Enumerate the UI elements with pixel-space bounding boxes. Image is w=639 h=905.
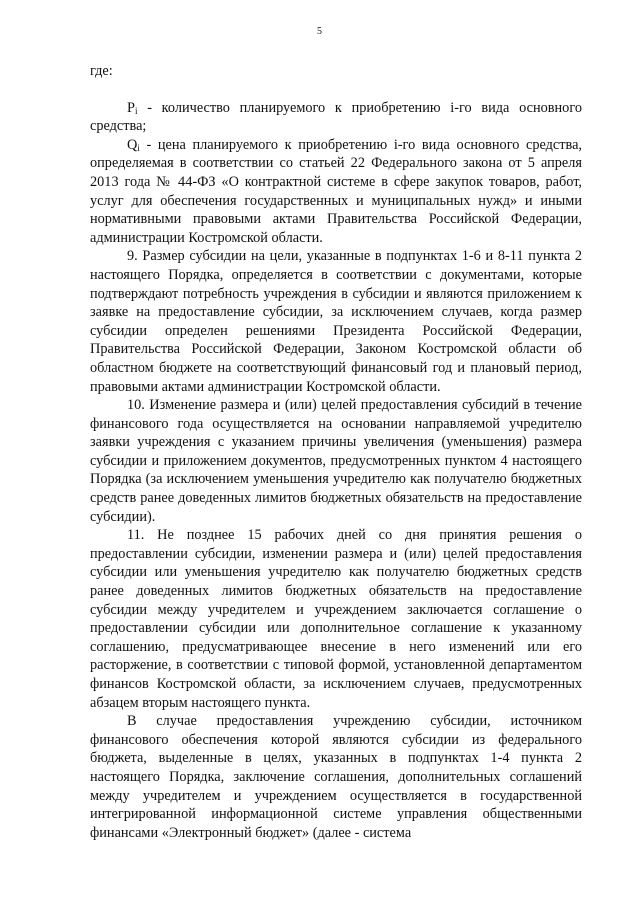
paragraph-p-definition — [90, 99, 582, 136]
page-number: 5 — [317, 26, 322, 37]
subscript-i: i — [137, 142, 140, 153]
subscript-i: i — [134, 105, 138, 116]
paragraph-item-11: 11. Не позднее 15 рабочих дней со дня принятия решения о предоставлении субсидии, изменении размера и (или) целей предоставления субсидии или уменьшения учредителю как получателю бюджетных средств ранее доведенных лимитов бюджетных обязательств на предоставление субсидии между учредителем и учреждением заключается соглашение о предоставлении субсидии или дополнительное соглашение к указанному соглашению, предусматривающее внесение в него изменений или его расторжение, в соответствии с типовой формой, установленной департаментом финансов Костромской области, за исключением случаев, предусмотренных абзацем вторым настоящего пункта. — [90, 527, 582, 711]
variable-p: P — [127, 99, 135, 116]
paragraph-q-definition — [90, 136, 582, 248]
paragraph-where: где: — [90, 63, 113, 79]
paragraph-item-9: 9. Размер субсидии на цели, указанные в подпунктах 1-6 и 8-11 пункта 2 настоящего Порядка, определяется в соответствии с документами, которые подтверждают потребность учреждения в субсидии и являются приложением к заявке на предоставление субсидии, за исключением случаев, когда размер субсидии определен решениями Президента Российской Федерации, Правительства Российской Федерации, Законом Костромской области об областном бюджете на соответствующий финансовый год и плановый период, правовыми актами администрации Костромской области. — [90, 248, 582, 395]
q-definition-text: - цена планируемого к приобретению i-го вида основного средства, определяемая в соответствии со статьей 22 Федерального закона от 5 апреля 2013 года № 44-ФЗ «О контрактной системе в сфере закупок товаров, работ, услуг для обеспечения государственных и муниципальных нужд» и иными нормативными правовыми актами Правительства Российской Федерации, администрации Костромской области. — [90, 136, 582, 246]
paragraph-item-10: 10. Изменение размера и (или) целей предоставления субсидий в течение финансового года осуществляется на основании направляемой учредителю заявки учреждения с указанием причины увеличения (уменьшения) размера субсидии и приложением документов, предусмотренных пунктом 4 настоящего Порядка (за исключением уменьшения учредителю как получателю бюджетных средств ранее доведенных лимитов бюджетных обязательств на предоставление субсидии). — [90, 397, 582, 525]
variable-q: Q — [127, 136, 138, 153]
p-definition-text: - количество планируемого к приобретению i-го вида основного средства; — [90, 99, 582, 135]
paragraph-federal-case: В случае предоставления учреждению субсидии, источником финансового обеспечения которой являются субсидии из федерального бюджета, выделенные в целях, указанных в подпунктах 1-4 пункта 2 настоящего Порядка, заключение соглашения, дополнительных соглашений между учредителем и учреждением осуществляется в государственной интегрированной информационной системе управления общественными финансами «Электронный бюджет» (далее - система — [90, 713, 582, 841]
document-body — [90, 62, 582, 842]
